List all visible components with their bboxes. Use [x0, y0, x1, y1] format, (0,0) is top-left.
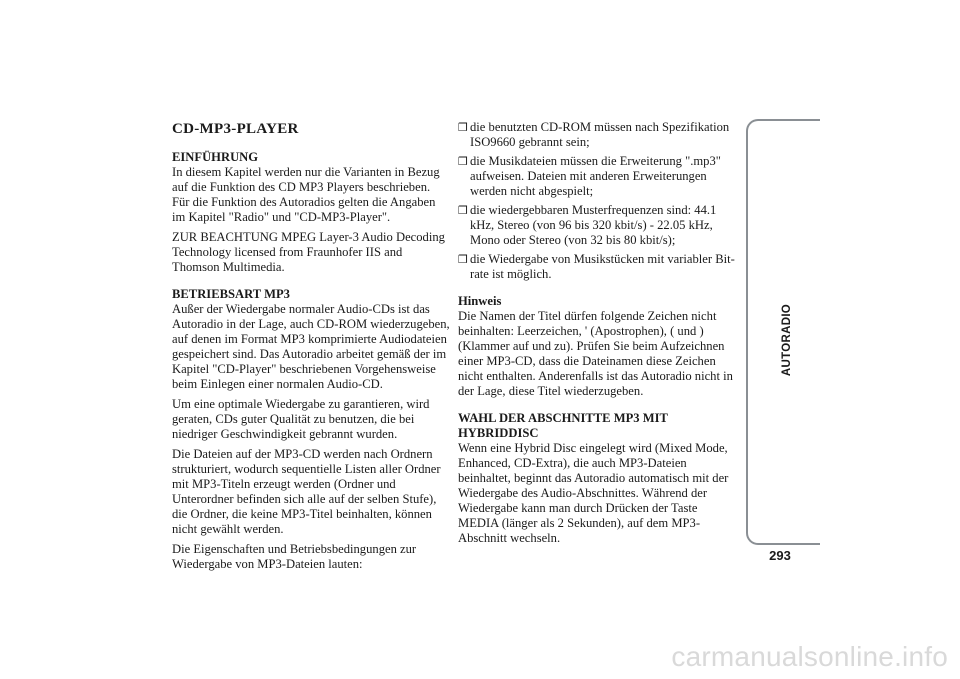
list-item-text: die Wiedergabe von Musikstücken mit variabler Bit-rate ist möglich.: [470, 252, 735, 281]
list-item-text: die benutzten CD-ROM müssen nach Spezifikation ISO9660 gebrannt sein;: [470, 120, 730, 149]
hybrid-paragraph: Wenn eine Hybrid Disc eingelegt wird (Mixed Mode, Enhanced, CD-Extra), die auch MP3-Dateien beinhaltet, beginnt das Autoradio automatisch mit der Wiedergabe des Audio-Abschnittes. Während der Wiedergabe kann man durch Drücken der Taste MEDIA (länger als 2 Sekunden), auf dem MP3-Abschnitt wechseln.: [458, 441, 729, 545]
intro-heading: EINFÜHRUNG: [172, 150, 259, 164]
mode-heading: BETRIEBSART MP3: [172, 287, 290, 301]
page-number: 293: [769, 548, 791, 563]
chapter-label: [777, 300, 797, 380]
mode-paragraph: Die Dateien auf der MP3-CD werden nach Ordnern strukturiert, wodurch sequentielle Listen aller Ordner mit MP3-Titeln erzeugt werden (Ordner und Unterordner befinden sich alle auf der selben Stufe), die Ordner, die keine MP3-Titel beinhalten, können nicht gewählt werden.: [172, 447, 441, 536]
left-column: [172, 120, 450, 577]
intro-paragraph: In diesem Kapitel werden nur die Varianten in Bezug auf die Funktion des CD MP3 Players beschrieben. Für die Funktion des Autoradios gelten die Angaben im Kapitel "Radio" und "CD-MP3-Player".: [172, 165, 440, 224]
checkbox-bullet-icon: ❒: [458, 121, 468, 134]
checkbox-bullet-icon: ❒: [458, 204, 468, 217]
mode-paragraph: Die Eigenschaften und Betriebsbedingungen zur Wiedergabe von MP3-Dateien lauten:: [172, 542, 417, 571]
note-heading: Hinweis: [458, 294, 502, 308]
list-item: [458, 154, 740, 199]
license-paragraph: ZUR BEACHTUNG MPEG Layer-3 Audio Decoding Technology licensed from Fraunhofer IIS and Thomson Multimedia.: [172, 230, 445, 274]
mode-paragraph: Außer der Wiedergabe normaler Audio-CDs ist das Autoradio in der Lage, auch CD-ROM wiederzugeben, auf denen im Format MP3 komprimierte Audiodateien gespeichert sind. Das Autoradio arbeitet gemäß der im Kapitel "CD-Player" beschriebenen Vorgehensweise beim Einlegen einer normalen Audio-CD.: [172, 302, 450, 391]
checkbox-bullet-icon: ❒: [458, 155, 468, 168]
mode-paragraph: Um eine optimale Wiedergabe zu garantieren, wird geraten, CDs guter Qualität zu benutzen, die bei niedriger Geschwindigkeit gebrannt wurden.: [172, 397, 430, 441]
right-column: [458, 120, 740, 551]
list-item-text: die wiedergebbaren Musterfrequenzen sind: 44.1 kHz, Stereo (von 96 bis 320 kbit/s) - 22.05 kHz, Mono oder Stereo (von 32 bis 80 kbit/s);: [470, 203, 717, 247]
watermark: carmanualsonline.info: [671, 641, 948, 672]
list-item-text: die Musikdateien müssen die Erweiterung ".mp3" aufweisen. Dateien mit anderen Erweiterungen werden nicht abgespielt;: [470, 154, 721, 198]
chapter-label-text: AUTORADIO: [781, 303, 793, 377]
list-item: [458, 120, 740, 150]
requirements-list: [458, 120, 740, 282]
checkbox-bullet-icon: ❒: [458, 253, 468, 266]
note-paragraph: Die Namen der Titel dürfen folgende Zeichen nicht beinhalten: Leerzeichen, ' (Apostrophen), ( und ) (Klammer auf und zu). Prüfen Sie beim Aufzeichnen einer MP3-CD, dass die Dateinamen diese Zeichen nicht enthalten. Anderenfalls ist das Autoradio nicht in der Lage, diese Titel wiederzugeben.: [458, 309, 733, 398]
hybrid-heading: WAHL DER ABSCHNITTE MP3 MIT HYBRIDDISC: [458, 411, 668, 440]
section-title: CD-MP3-PLAYER: [172, 121, 299, 137]
list-item: [458, 203, 740, 248]
list-item: [458, 252, 740, 282]
